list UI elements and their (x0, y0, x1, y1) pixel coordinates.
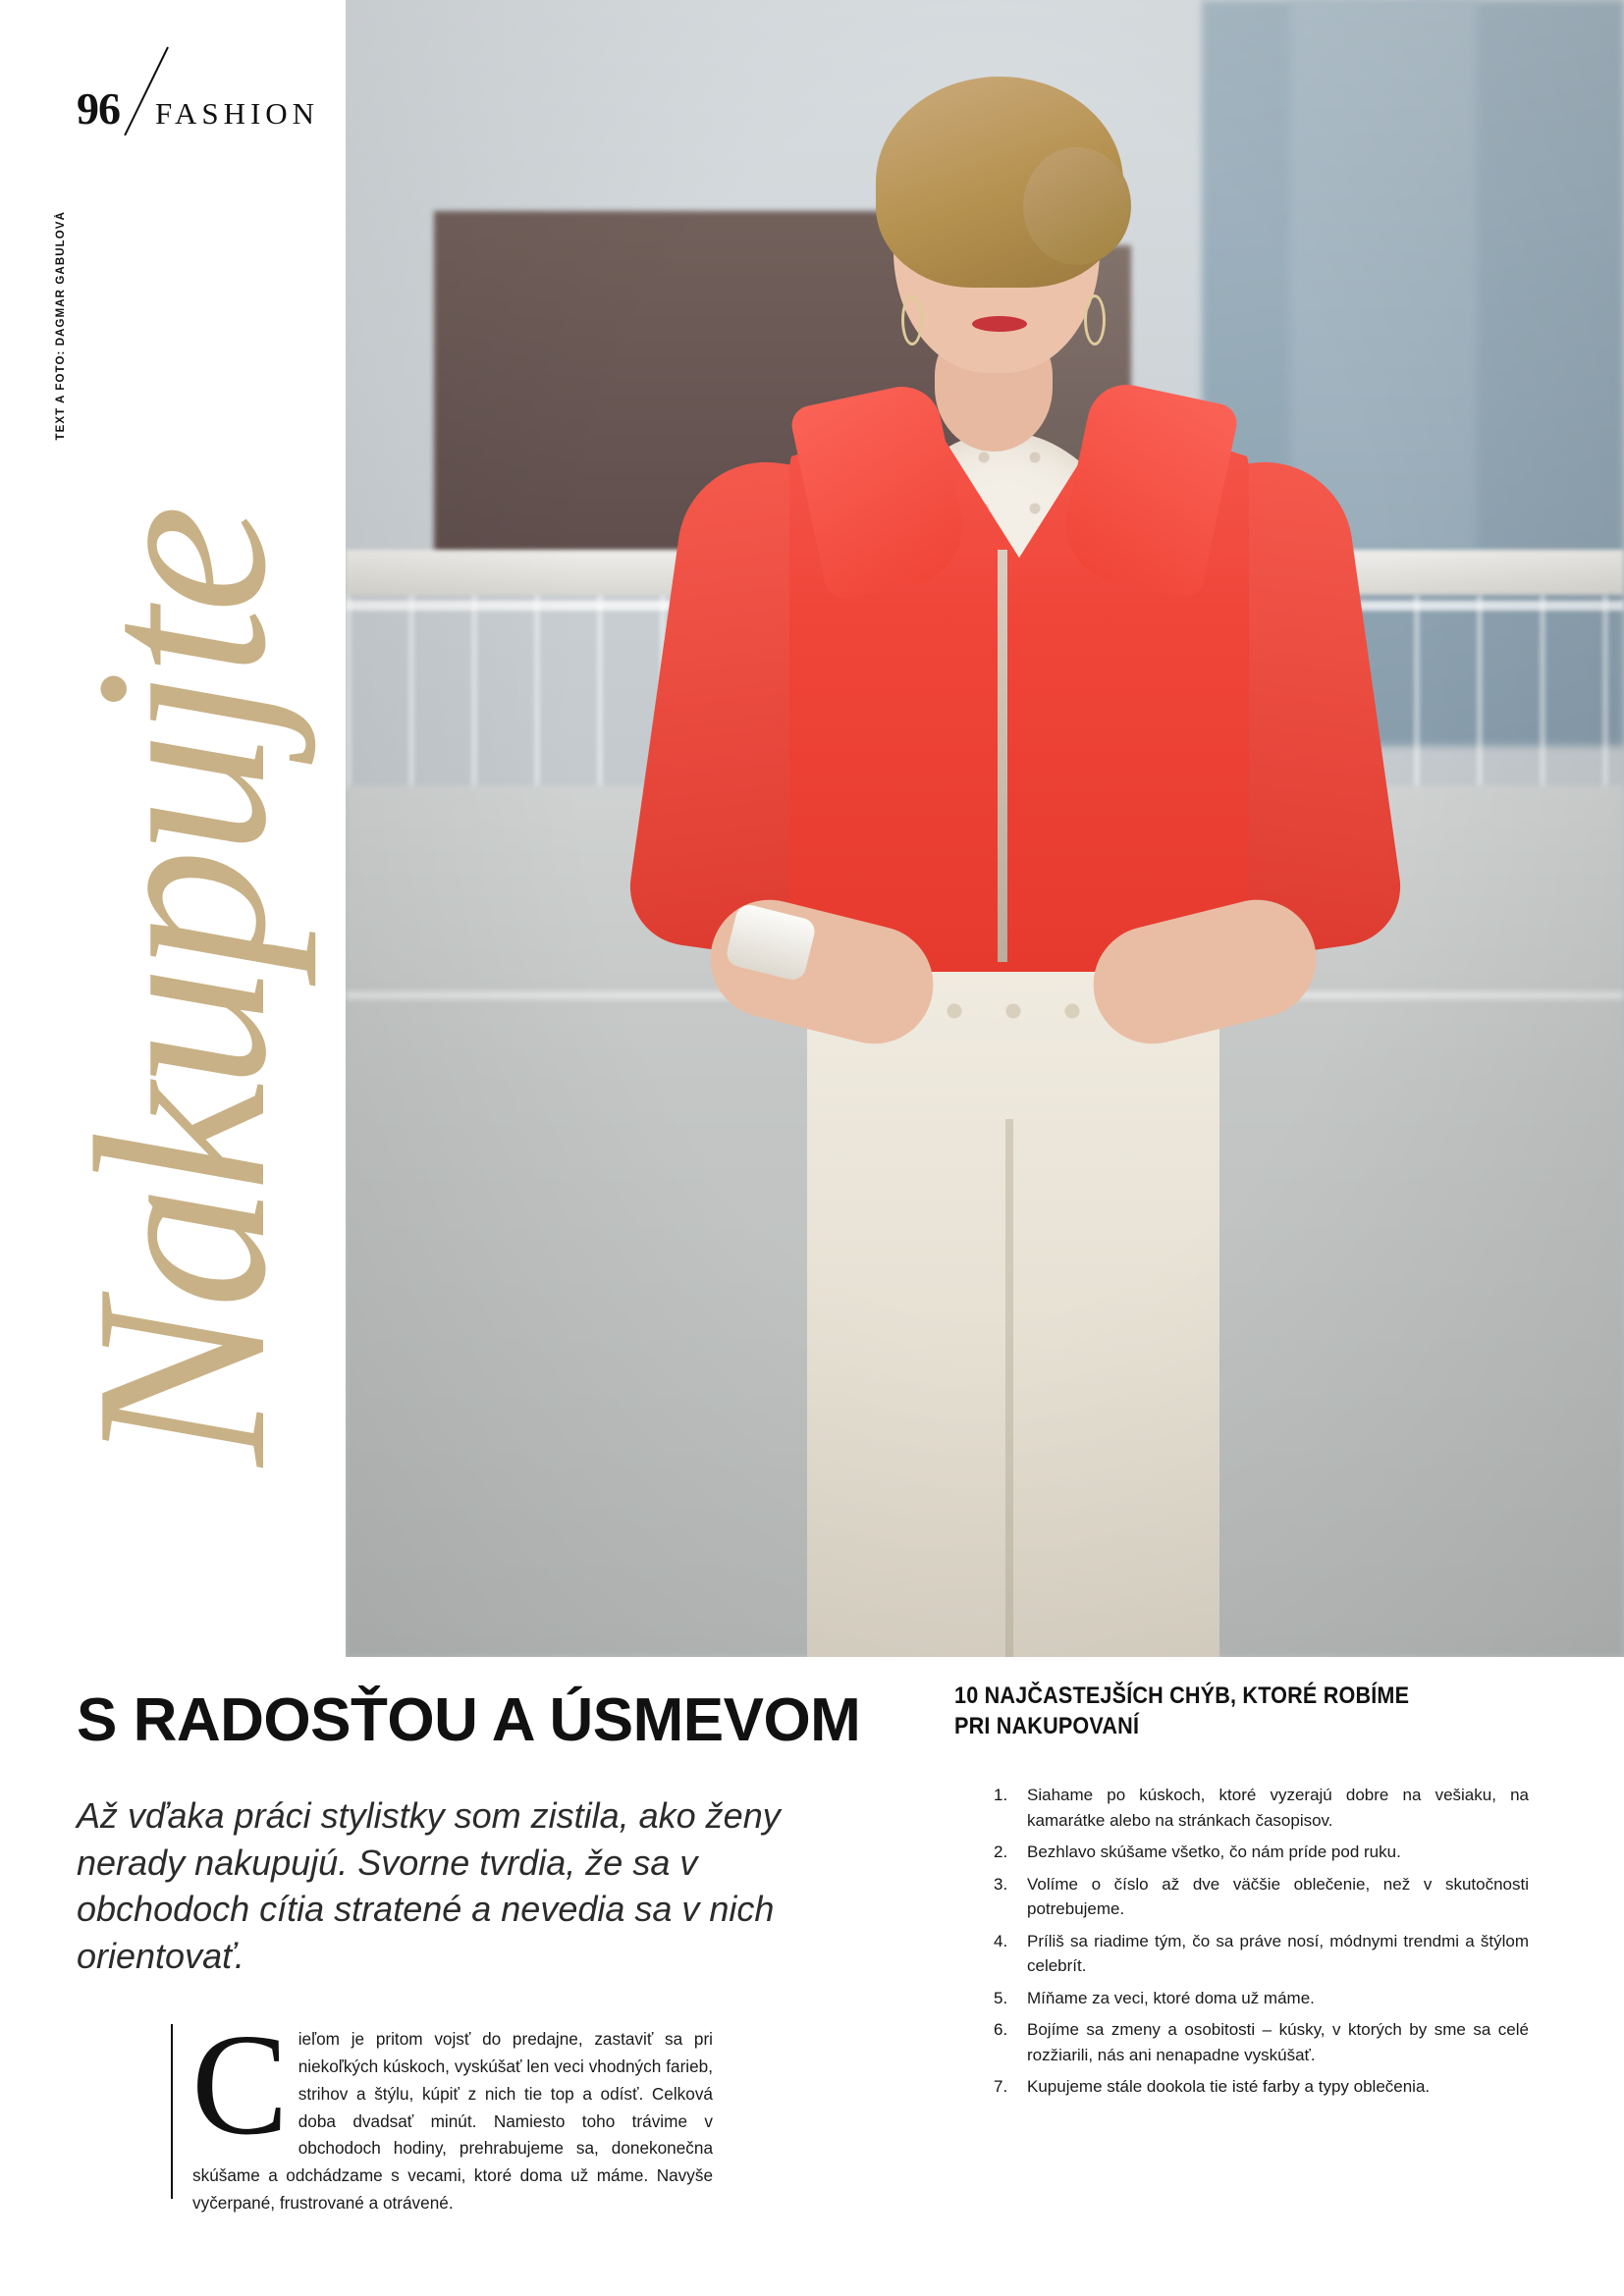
drop-cap: C (191, 2004, 289, 2165)
list-item-text: Kupujeme stále dookola tie isté farby a typy oblečenia. (1027, 2077, 1431, 2096)
list-item-text: Míňame za veci, ktoré doma už máme. (1027, 1988, 1315, 2007)
list-item-text: Bojíme sa zmeny a osobitosti – kúsky, v ktorých by sme sa celé rozžiarili, nás ani nenapadne vyskúšať. (1027, 2020, 1529, 2064)
section-label: FASHION (155, 96, 320, 131)
list-item-text: Volíme o číslo až dve väčšie oblečenie, než v skutočnosti potrebujeme. (1027, 1874, 1529, 1918)
list-item (994, 1986, 1529, 2011)
sidebar-list (954, 1783, 1529, 2107)
decorative-wordmark: Nakupujte (45, 510, 317, 1467)
body-rule (171, 2024, 173, 2199)
author-credit: TEXT A FOTO: DAGMAR GABULOVÁ (55, 211, 67, 441)
article-headline: S RADOSŤOU A ÚSMEVOM (77, 1685, 861, 1754)
list-item (994, 1929, 1529, 1979)
article-body-column (191, 2004, 713, 2217)
page-header (77, 83, 320, 145)
list-item-number: 4. (994, 1931, 1008, 1950)
page-number: 96 (77, 83, 120, 133)
article-deck: Až vďaka práci stylistky som zistila, ako ženy nerady nakupujú. Svorne tvrdia, že sa v obchodoch cítia stratené a nevedia sa v nich orientovať. (77, 1795, 781, 1976)
list-item-number: 6. (994, 2020, 1008, 2039)
photo-vignette (346, 0, 1624, 1657)
list-item-number: 2. (994, 1842, 1008, 1861)
list-item (994, 1783, 1529, 1833)
list-item-number: 1. (994, 1786, 1008, 1804)
list-item-number: 5. (994, 1988, 1008, 2007)
list-item-text: Príliš sa riadime tým, čo sa práve nosí, módnymi trendmi a štýlom celebrít. (1027, 1931, 1529, 1975)
list-item-number: 3. (994, 1874, 1008, 1894)
list-item (994, 1872, 1529, 1922)
fashion-photo (346, 0, 1624, 1657)
list-item (994, 2074, 1529, 2100)
list-item (994, 1840, 1529, 1865)
list-item-number: 7. (994, 2077, 1008, 2096)
list-item (994, 2017, 1529, 2067)
list-item-text: Siahame po kúskoch, ktoré vyzerajú dobre na vešiaku, na kamarátke alebo na stránkach časopisov. (1027, 1786, 1529, 1830)
list-item-text: Bezhlavo skúšame všetko, čo nám príde pod ruku. (1027, 1842, 1401, 1861)
sidebar-title: 10 NAJČASTEJŠÍCH CHÝB, KTORÉ ROBÍME PRI NAKUPOVANÍ (954, 1682, 1410, 1740)
article-body-text: ieľom je pritom vojsť do predajne, zastaviť sa pri niekoľkých kúskoch, vyskúšať len veci vhodných farieb, strihov a štýlu, kúpiť z nich tie top a odísť. Celková doba dvadsať minút. Namiesto toho trávime v obchodoch hodiny, prehrabujeme sa, donekonečna skúšame a odchádzame s vecami, ktoré doma už máme. Navyše vyčerpané, frustrované a otrávené. (192, 2029, 713, 2214)
